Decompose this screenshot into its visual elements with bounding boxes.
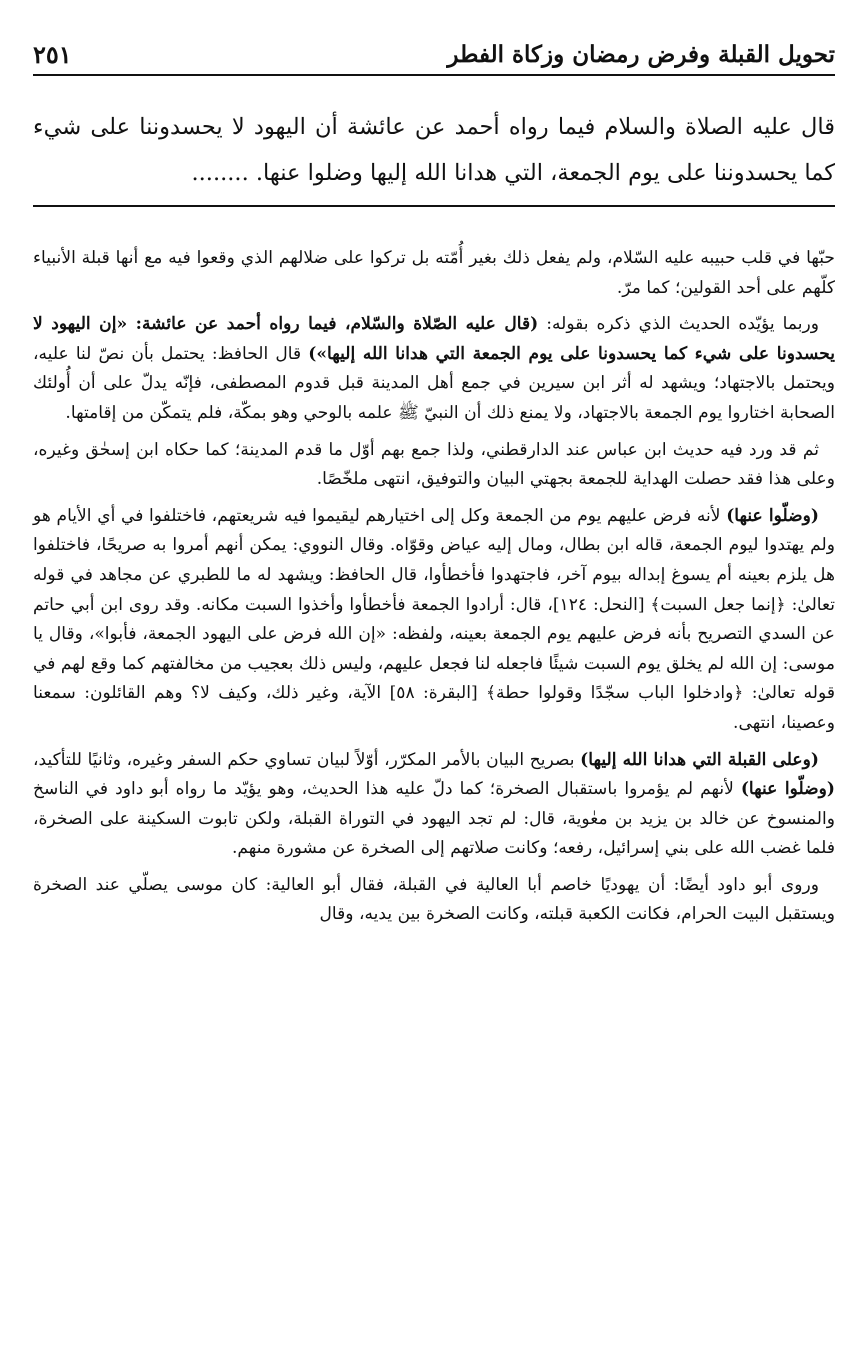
commentary-paragraph-2 — [33, 310, 835, 428]
paragraph-text: قال الحافظ: يحتمل بأن نصّ لنا عليه، ويحتمل بالاجتهاد؛ ويشهد له أثر ابن سيرين في جمع أهل المدينة قبل قدوم المصطفى، فإنّه يدلّ على أن أُولئك الصحابة اختاروا يوم الجمعة بالاجتهاد، ولا يمنع ذلك أن النبيّ ﷺ علمه بالوحي وهو بمكّة، فلم يتمكّن من إقامتها. — [33, 343, 835, 423]
paragraph-text: لأنه فرض عليهم يوم من الجمعة وكل إلى اختيارهم ليقيموا فيه شريعتهم، فاختلفوا في أي الأيام هو ولم يهتدوا ليوم الجمعة، قاله ابن بطال، ومال إليه عياض وقوّاه. وقال النووي: يمكن أنهم أمروا به صريحًا، فاختلفوا هل يلزم بعينه أم يسوغ إبداله بيوم آخر، فاجتهدوا فأخطأوا، قال الحافظ: ويشهد له ما للطبري عن مجاهد في قوله تعالىٰ: ﴿إنما جعل السبت﴾ [النحل: ١٢٤]، قال: أرادوا الجمعة فأخطأوا وأخذوا السبت مكانه. وقد روى ابن أبي حاتم عن السدي التصريح بأنه فرض عليهم يوم الجمعة بعينه، ولفظه: «إن الله فرض على اليهود الجمعة، فأبوا»، وقال يا موسى: إن الله لم يخلق يوم السبت شيئًا فاجعله لنا فجعل عليهم، وليس ذلك بعجيب من مخالفتهم كما وقع لهم في قوله تعالىٰ: ﴿وادخلوا الباب سجّدًا وقولوا حطة﴾ [البقرة: ٥٨] الآية، وغير ذلك، وكيف لا؟ وهم القائلون: سمعنا وعصينا، انتهى. — [33, 505, 836, 733]
page-header — [33, 40, 835, 76]
commentary-paragraph-4 — [33, 502, 835, 739]
paragraph-text: لأنهم لم يؤمروا باستقبال الصخرة؛ كما دلّ عليه هذا الحديث، وهو يؤيّد ما رواه أبو داود في الناسخ والمنسوخ عن خالد بن يزيد بن معٰوية، قال: لم تجد اليهود في التوراة القبلة، ولكن تابوت السكينة على الصخرة، فلما غضب الله على بني إسرائيل، رفعه؛ وكانت صلاتهم إلى الصخرة عن مشورة منهم. — [33, 779, 835, 859]
paragraph-text: حبّها في قلب حبيبه عليه السّلام، ولم يفعل ذلك بغير أُمّته بل تركوا على ضلالهم الذي وقعوا فيه مع أنها قبلة الأنبياء كلّهم على أحد القولين؛ كما مرّ. — [33, 248, 835, 298]
matn-text: قال عليه الصلاة والسلام فيما رواه أحمد عن عائشة أن اليهود لا يحسدوننا على شيء كما يحسدوننا على يوم الجمعة، التي هدانا الله إليها وضلوا عنها. ........ — [33, 114, 835, 186]
commentary-paragraph-1 — [33, 244, 835, 303]
commentary-paragraph-5 — [33, 746, 835, 864]
commentary-paragraph-6 — [33, 871, 835, 930]
running-title: تحويل القبلة وفرض رمضان وزكاة الفطر — [447, 41, 835, 68]
paragraph-text: ثم قد ورد فيه حديث ابن عباس عند الدارقطني، ولذا جمع بهم أوّل ما قدم المدينة؛ كما حكاه ابن إسحٰق وغيره، وعلى هذا فقد حصلت الهداية للجمعة بجهتي البيان والتوفيق، انتهى ملخّصًا. — [33, 439, 835, 490]
paragraph-text: وربما يؤيّده الحديث الذي ذكره بقوله: — [538, 314, 819, 335]
quoted-matn: (وضلّوا عنها) — [726, 505, 820, 526]
section-divider — [33, 205, 835, 207]
commentary-paragraph-3 — [33, 436, 835, 495]
commentary — [33, 244, 835, 937]
paragraph-text: بصريح البيان بالأمر المكرّر، أوّلاً لبيان تساوي حكم السفر وغيره، وثانيًا للتأكيد، — [33, 749, 581, 770]
quoted-matn: (وعلى القبلة التي هدانا الله إليها) — [580, 749, 819, 770]
quoted-matn: (وضلّوا عنها) — [740, 779, 835, 800]
page-number: ٢٥١ — [33, 40, 72, 69]
quoted-matn: (قال عليه الصّلاة والسّلام، فيما رواه أحمد عن عائشة: «إن اليهود لا يحسدونا على شيء كما يحسدونا على يوم الجمعة التي هدانا الله إليها») — [33, 314, 835, 364]
paragraph-text: وروى أبو داود أيضًا: أن يهوديًا خاصم أبا العالية في القبلة، فقال أبو العالية: كان موسى يصلّي عند الصخرة ويستقبل البيت الحرام، فكانت الكعبة قبلته، وكانت الصخرة بين يديه، وقال — [33, 874, 835, 925]
